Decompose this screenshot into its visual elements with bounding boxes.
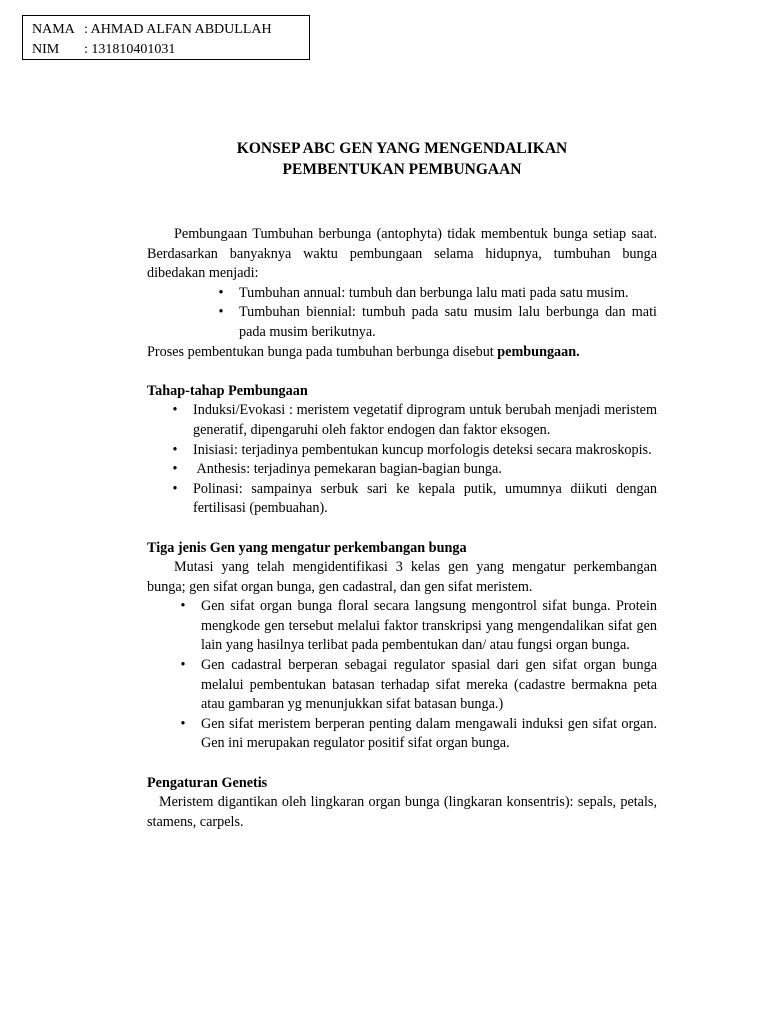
document-body (147, 225, 657, 832)
bullet-icon: • (218, 284, 224, 301)
section-heading-genes: Tiga jenis Gen yang mengatur perkembangan bunga (147, 539, 467, 556)
bullet-icon: • (172, 461, 178, 478)
genetics-paragraph: Meristem digantikan oleh lingkaran organ bunga (lingkaran konsentris): sepals, petals, stamens, carpels. (147, 794, 657, 830)
list-item: • Tumbuhan biennial: tumbuh pada satu musim lalu berbunga dan mati pada musim berikutnya. (239, 303, 657, 342)
list-item: • Gen sifat organ bunga floral secara langsung mengontrol sifat bunga. Protein mengkode gen tersebut melalui faktor transkripsi yang mengendalikan sifat gen lain yang hasilnya terlibat pada pembentukan dan/ atau fungsi organ bunga. (201, 597, 657, 656)
list-item: • Gen cadastral berperan sebagai regulator spasial dari gen sifat organ bunga melalui pembentukan batasan terhadap sifat mereka (cadastre bermakna peta atau gambaran yg menunjukkan sifat batasan bunga.) (201, 656, 657, 715)
keyword-pembungaan: pembungaan. (497, 343, 580, 360)
nim-value: : 131810401031 (84, 42, 176, 57)
bullet-icon: • (180, 715, 186, 732)
stages-list (172, 401, 657, 519)
plant-type-list (218, 284, 657, 343)
bullet-icon: • (218, 304, 224, 321)
bullet-icon: • (180, 598, 186, 615)
title-line-1: KONSEP ABC GEN YANG MENGENDALIKAN (236, 140, 568, 157)
section-heading-genetics: Pengaturan Genetis (147, 774, 268, 791)
nim-row (32, 40, 309, 60)
list-item: • Tumbuhan annual: tumbuh dan berbunga lalu mati pada satu musim. (239, 284, 657, 304)
list-item: • Induksi/Evokasi : meristem vegetatif diprogram untuk berubah menjadi meristem generatif, dipengaruhi oleh faktor endogen dan faktor eksogen. (193, 401, 657, 440)
name-row (32, 20, 309, 40)
name-value: : AHMAD ALFAN ABDULLAH (84, 22, 272, 37)
bullet-icon: • (180, 657, 186, 674)
list-item: • Inisiasi: terjadinya pembentukan kuncup morfologis deteksi secara makroskopis. (193, 441, 657, 461)
list-item: • Anthesis: terjadinya pemekaran bagian-bagian bunga. (193, 460, 657, 480)
bullet-icon: • (172, 441, 178, 458)
intro-paragraph: Pembungaan Tumbuhan berbunga (antophyta) tidak membentuk bunga setiap saat. Berdasarkan banyaknya waktu pembungaan selama hidupnya, tumbuhan bunga dibedakan menjadi: (147, 226, 657, 282)
genes-list (180, 597, 657, 754)
list-item: • Gen sifat meristem berperan penting dalam mengawali induksi gen sifat organ. Gen ini merupakan regulator positif sifat organ bunga. (201, 715, 657, 754)
intro-closing: Proses pembentukan bunga pada tumbuhan berbunga disebut pembungaan. (147, 343, 580, 360)
genes-paragraph: Mutasi yang telah mengidentifikasi 3 kelas gen yang mengatur perkembangan bunga; gen sifat organ bunga, gen cadastral, dan gen sifat meristem. (147, 559, 657, 595)
name-label: NAMA (32, 22, 75, 37)
nim-label: NIM (32, 42, 60, 57)
document-title (147, 138, 657, 180)
bullet-icon: • (172, 480, 178, 497)
student-identity-box (22, 15, 310, 60)
list-item: • Polinasi: sampainya serbuk sari ke kepala putik, umumnya diikuti dengan fertilisasi (pembuahan). (193, 480, 657, 519)
bullet-icon: • (172, 402, 178, 419)
title-line-2: PEMBENTUKAN PEMBUNGAAN (282, 161, 522, 178)
section-heading-stages: Tahap-tahap Pembungaan (147, 382, 308, 399)
